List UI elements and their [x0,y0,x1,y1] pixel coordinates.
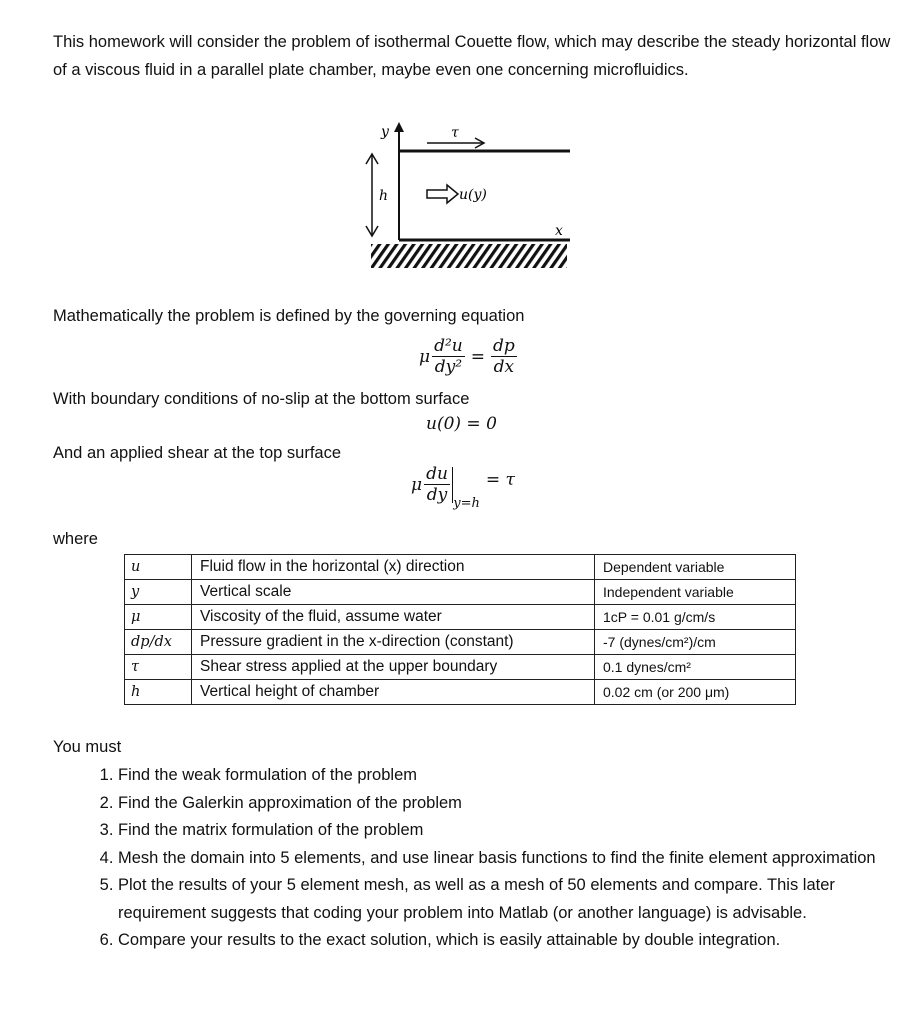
list-item: 6. Compare your results to the exact solution, which is easily attainable by double integration. [118,927,908,955]
dy2-denominator: dy² [434,357,463,377]
variables-table [124,554,796,705]
table-symbol: h [125,680,192,705]
mu-symbol: μ [419,346,431,367]
table-value: Dependent variable [595,555,796,580]
bottom-wall-hatching [371,244,567,268]
y-axis-arrowhead [394,122,404,132]
tau-rhs: = τ [485,469,515,490]
table-row [125,655,796,680]
dy-denominator: dy [426,485,448,505]
table-symbol: y [125,580,192,605]
velocity-arrow [427,185,458,203]
task-list [80,762,908,955]
evaluation-subscript: y=h [453,496,480,511]
table-row [125,555,796,580]
table-description: Shear stress applied at the upper boundary [192,655,595,680]
table-value: -7 (dynes/cm²)/cm [595,630,796,655]
du-numerator: du [426,464,448,484]
list-item: 4. Mesh the domain into 5 elements, and use linear basis functions to find the finite element approximation [118,845,908,873]
you-must-label: You must [53,738,122,756]
table-symbol: τ [125,655,192,680]
table-symbol: u [125,555,192,580]
table-row [125,605,796,630]
y-axis-label: y [381,124,389,140]
table-value: 1cP = 0.01 g/cm/s [595,605,796,630]
table-description: Viscosity of the fluid, assume water [192,605,595,630]
equals-sign: = [470,346,485,367]
intro-paragraph: This homework will consider the problem of isothermal Couette flow, which may describe the steady horizontal flow of a viscous fluid in a parallel plate chamber, maybe even one concerning microfluidics. [53,33,891,79]
list-item: 5. Plot the results of your 5 element mesh, as well as a mesh of 50 elements and compare. This later requirement suggests that coding your problem into Matlab (or another language) is advisable. [118,872,908,927]
table-description: Vertical height of chamber [192,680,595,705]
table-value: Independent variable [595,580,796,605]
x-axis-label: x [555,223,563,239]
boundary-condition-1-text: With boundary conditions of no-slip at the bottom surface [53,390,470,408]
dp-numerator: dp [492,336,515,356]
table-value: 0.02 cm (or 200 μm) [595,680,796,705]
table-description: Pressure gradient in the x-direction (constant) [192,630,595,655]
table-row [125,580,796,605]
table-description: Fluid flow in the horizontal (x) direction [192,555,595,580]
table-symbol: μ [125,605,192,630]
list-item: 2. Find the Galerkin approximation of the problem [118,790,908,818]
boundary-condition-1-equation: u(0) = 0 [426,414,497,434]
table-description: Vertical scale [192,580,595,605]
governing-equation [419,336,517,377]
table-value: 0.1 dynes/cm² [595,655,796,680]
table-symbol: dp/dx [125,630,192,655]
list-item: 3. Find the matrix formulation of the problem [118,817,908,845]
h-label: h [379,188,389,204]
d2u-numerator: d²u [434,336,463,356]
velocity-label: u(y) [459,187,487,203]
table-row [125,630,796,655]
where-label: where [53,530,98,548]
list-item: 1. Find the weak formulation of the problem [118,762,908,790]
dx-denominator: dx [493,357,515,377]
tau-label: τ [451,125,459,141]
table-row [125,680,796,705]
boundary-condition-2-equation [411,464,515,511]
governing-equation-text: Mathematically the problem is defined by the governing equation [53,307,525,325]
couette-flow-diagram [355,118,585,278]
boundary-condition-2-text: And an applied shear at the top surface [53,444,342,462]
mu-symbol: μ [411,474,423,495]
